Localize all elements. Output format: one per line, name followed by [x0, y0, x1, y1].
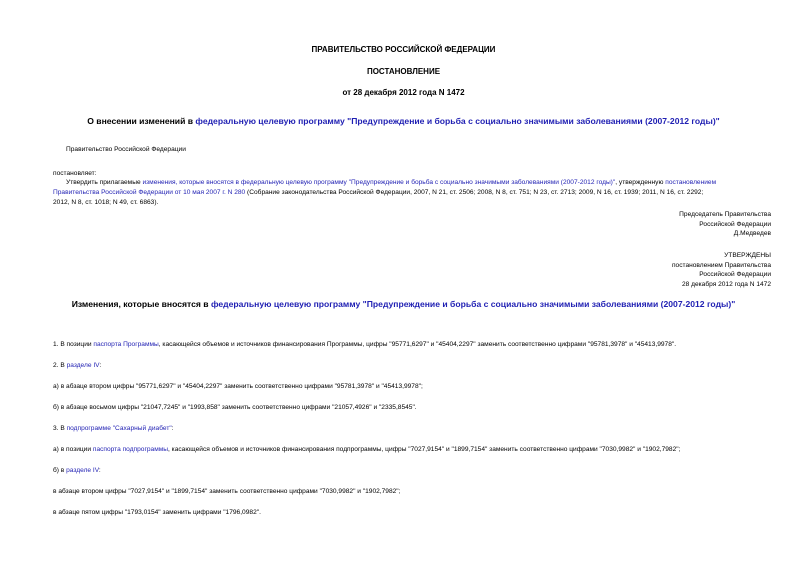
- preamble-line-3: 2012, N 8, ст. 1018; N 49, ст. 6863).: [53, 199, 159, 206]
- item-3b: [53, 466, 101, 477]
- item-text: б) в: [53, 467, 67, 474]
- preamble-text: Утвердить прилагаемые: [66, 179, 143, 186]
- item-3a: [53, 445, 680, 456]
- resolution-link[interactable]: постановлением: [665, 179, 717, 186]
- document-type-heading: ПОСТАНОВЛЕНИЕ: [366, 67, 441, 76]
- approval-country: Российской Федерации: [699, 271, 771, 279]
- approval-date: 28 декабря 2012 года N 1472: [681, 280, 771, 288]
- changes-title: [0, 299, 807, 309]
- changes-program-link[interactable]: федеральную целевую программу "Предупреждение и борьба с социально значимыми заболеваниями (2007-2012 годы)": [210, 299, 736, 309]
- program-link[interactable]: федеральную целевую программу "Предупреждение и борьба с социально значимыми заболеваниями (2007-2012 годы)": [195, 116, 720, 126]
- item-text: , касающейся объемов и источников финансирования подпрограммы, цифры "7027,9154" и "1899,7154" заменить соответственно цифрами "7030,9982" и "1902,7982";: [168, 446, 681, 453]
- item-text: 2. В: [53, 362, 67, 369]
- item-2: [53, 361, 101, 372]
- diabetes-subprogram-link[interactable]: подпрограмме "Сахарный диабет": [66, 425, 172, 432]
- issuer-text: Правительство Российской Федерации: [66, 146, 186, 153]
- resolution-280-link[interactable]: Правительства Российской Федерации от 10 мая 2007 г. N 280: [53, 189, 246, 196]
- approval-block: [672, 251, 771, 289]
- item-text: :: [98, 467, 101, 474]
- section-iv-link[interactable]: разделе IV: [66, 362, 100, 369]
- signature-role-country: Российской Федерации: [699, 220, 771, 228]
- subprogram-section-iv-link[interactable]: разделе IV: [66, 467, 99, 474]
- item-3b-paragraph-5: в абзаце пятом цифры "1793,0154" заменить цифрами "1796,0982".: [53, 509, 261, 516]
- item-1: [53, 340, 676, 351]
- item-2b: б) в абзаце восьмом цифры "21047,7245" и "1993,858" заменить соответственно цифрами "21057,4926" и "2335,8545".: [53, 404, 417, 411]
- preamble-text: , утвержденную: [615, 179, 666, 186]
- subprogram-passport-link[interactable]: паспорта подпрограммы: [92, 446, 169, 453]
- approval-by: постановлением Правительства: [671, 261, 771, 269]
- preamble-line-1: [66, 178, 716, 189]
- changes-title-prefix: Изменения, которые вносятся в: [71, 299, 211, 309]
- document-title-prefix: О внесении изменений в: [87, 116, 196, 126]
- item-text: :: [171, 425, 174, 432]
- document-title: [0, 116, 807, 126]
- item-3b-paragraph-2: в абзаце втором цифры "7027,9154" и "1899,7154" заменить соответственно цифрами "7030,9982" и "1902,7982";: [53, 488, 401, 495]
- preamble-text: (Собрание законодательства Российской Федерации, 2007, N 21, ст. 2506; 2008, N 8, ст. 751; N 23, ст. 2713; 2009, N 16, ст. 1939; 2011, N 16, ст. 2292;: [245, 189, 704, 196]
- signature-block: [679, 210, 771, 239]
- approval-heading: УТВЕРЖДЕНЫ: [724, 252, 771, 259]
- resolves-text: постановляет:: [53, 170, 97, 177]
- item-3: [53, 424, 174, 435]
- document-date: от 28 декабря 2012 года N 1472: [342, 88, 465, 97]
- program-passport-link[interactable]: паспорта Программы: [93, 341, 159, 348]
- item-2a: а) в абзаце втором цифры "95771,6297" и "45404,2297" заменить соответственно цифрами "95781,3978" и "45413,9978";: [53, 383, 423, 390]
- item-text: а) в позиции: [53, 446, 93, 453]
- signature-role: Председатель Правительства: [679, 211, 771, 218]
- item-text: 3. В: [53, 425, 67, 432]
- item-text: :: [99, 362, 102, 369]
- item-text: , касающейся объемов и источников финансирования Программы, цифры "95771,6297" и "45404,2297" заменить соответственно цифрами "95781,3978" и "45413,9978".: [158, 341, 677, 348]
- preamble-line-2: [53, 188, 703, 199]
- item-text: 1. В позиции: [53, 341, 94, 348]
- changes-link[interactable]: изменения, которые вносятся в федеральную целевую программу "Предупреждение и борьба с социально значимыми заболеваниями (2007-2012 годы)": [142, 179, 616, 186]
- signature-name: Д.Медведев: [733, 230, 771, 238]
- government-heading: ПРАВИТЕЛЬСТВО РОССИЙСКОЙ ФЕДЕРАЦИИ: [311, 45, 496, 54]
